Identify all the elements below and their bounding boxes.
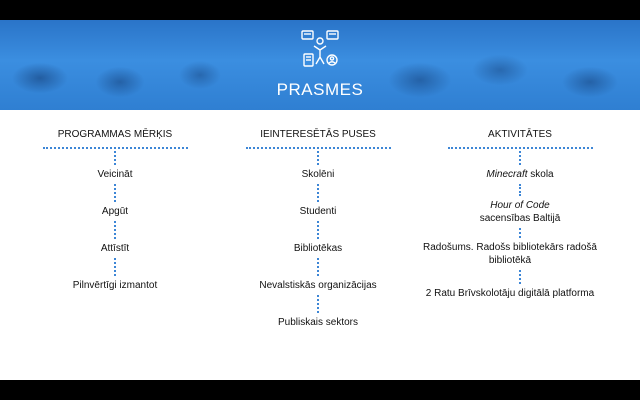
page-title: PRASMES [276,80,364,99]
list-item [410,286,610,301]
divider [246,147,391,149]
item-text: Radošums. Radošs bibliotekārs radošā [423,242,597,253]
connector [114,258,116,276]
list-item [486,167,553,182]
connector [114,151,116,165]
connector [317,258,319,276]
column-header: AKTIVITĀTES [488,129,552,140]
list-item: Studenti [299,206,337,217]
connector [317,151,319,165]
list-item [480,198,561,226]
connector [114,221,116,239]
item-italic-text: Minecraft [486,169,528,180]
item-text: skola [527,169,554,180]
column-stakeholders [238,128,398,330]
banner [0,20,640,110]
connector [519,151,521,165]
list-item: Pilnvērtīgi izmantot [72,280,158,291]
list-item: Publiskais sektors [277,317,359,328]
column-header: IEINTERESĒTĀS PUSES [260,129,376,140]
connector [519,270,521,284]
connector [317,295,319,313]
connector [519,184,521,196]
divider [448,147,593,149]
list-item: Veicināt [97,169,133,180]
item-text: 2 Ratu Brīvskolotāju digitālā platforma [425,288,595,299]
connector [519,228,521,238]
list-item: Skolēni [301,169,335,180]
item-text: sacensības Baltijā [479,213,561,224]
list-item: Nevalstiskās organizācijas [259,280,377,291]
connector [114,184,116,202]
connector [317,184,319,202]
slide [0,20,640,380]
column-header: PROGRAMMAS MĒRĶIS [57,129,173,140]
list-item: Apgūt [101,206,129,217]
column-activities [423,128,600,301]
connector [317,221,319,239]
column-program-goals [35,128,195,293]
item-text: bibliotēkā [488,255,532,266]
divider [43,147,188,149]
list-item: Attīstīt [100,243,130,254]
list-item: Bibliotēkas [293,243,343,254]
skills-people-icon [298,28,342,72]
item-italic-text: Hour of Code [490,200,550,211]
list-item [410,240,610,268]
